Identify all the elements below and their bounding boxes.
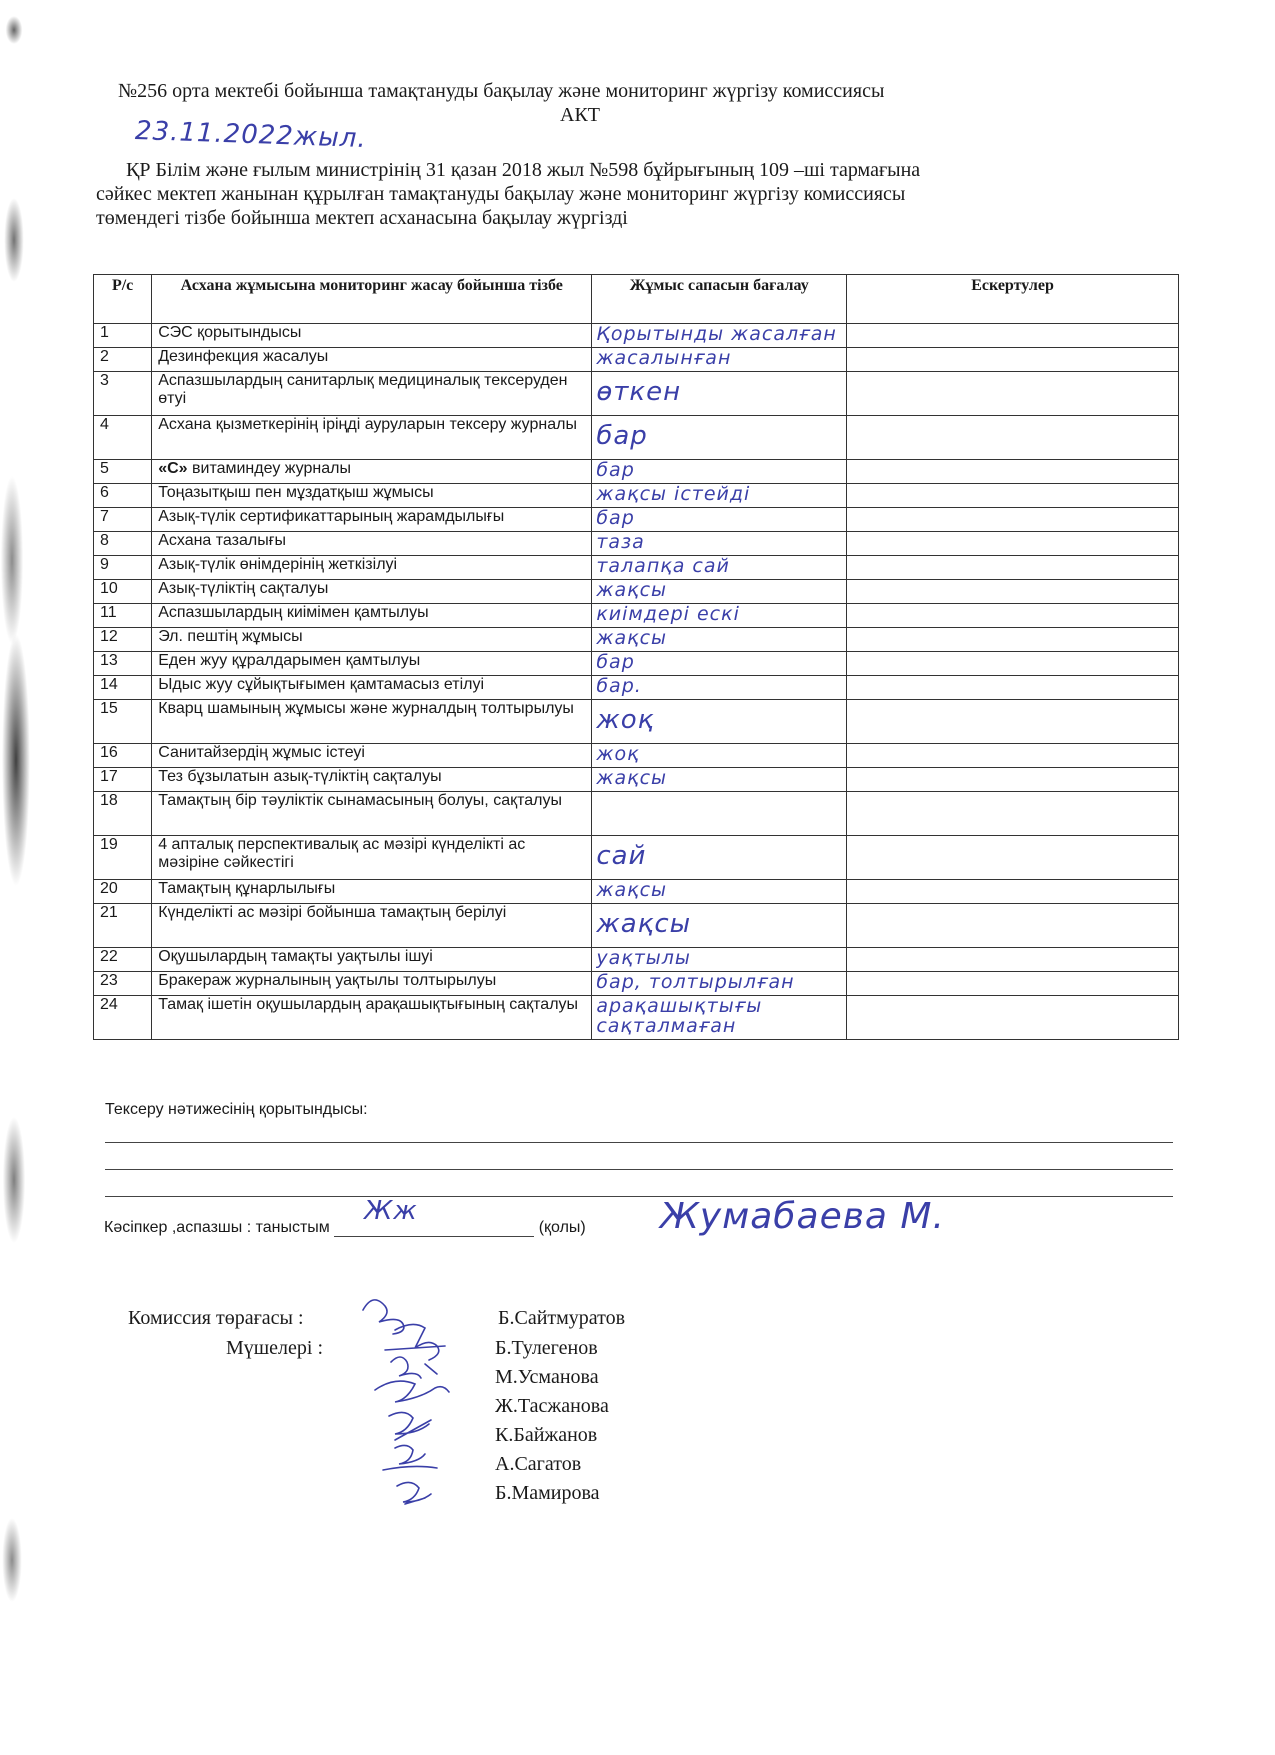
row-criterion: СЭС қорытындысы [152, 324, 592, 348]
table-row [94, 484, 1179, 508]
row-num: 14 [94, 676, 152, 700]
intro-line-1: ҚР Білім және ғылым министрінің 31 қазан 2018 жыл №598 бұйрығының 109 –шi тармағына [126, 159, 921, 181]
row-criterion: Бракераж журналының уақтылы толтырылуы [152, 972, 592, 996]
row-criterion: 4 апталық перспективалық ас мәзірі күнделікті ас мәзіріне сәйкестігі [152, 836, 592, 880]
conclusion-line-3 [105, 1196, 1173, 1197]
handwritten-evaluation: жақсы істейді [596, 484, 751, 504]
member-name: Ж.Тасжанова [495, 1395, 609, 1417]
signature-member-4 [389, 1412, 431, 1440]
row-criterion [152, 460, 592, 484]
row-criterion: Азық-түлік сертификаттарының жарамдылығы [152, 508, 592, 532]
row-evaluation [592, 372, 847, 416]
handwritten-evaluation: уақтылы [596, 948, 691, 968]
row-num: 19 [94, 836, 152, 880]
row-notes [847, 416, 1179, 460]
monitoring-table [93, 274, 1179, 1040]
handwritten-evaluation: жақсы [596, 768, 668, 788]
table-row [94, 904, 1179, 948]
row-evaluation [592, 532, 847, 556]
row-evaluation [592, 652, 847, 676]
table-row [94, 652, 1179, 676]
row-notes [847, 532, 1179, 556]
table-body [94, 324, 1179, 1040]
row-evaluation [592, 580, 847, 604]
row-evaluation [592, 556, 847, 580]
row-notes [847, 628, 1179, 652]
members-label: Мүшелері : [226, 1337, 324, 1359]
intro-paragraph [96, 158, 1176, 230]
row-evaluation [592, 604, 847, 628]
handwritten-evaluation: таза [596, 532, 645, 552]
row-evaluation [592, 324, 847, 348]
row-criterion: Азық-түлік өнімдерінің жеткізілуі [152, 556, 592, 580]
row-criterion: Кварц шамының жұмысы және журналдың толтырылуы [152, 700, 592, 744]
row-num: 6 [94, 484, 152, 508]
table-row [94, 556, 1179, 580]
table-row [94, 604, 1179, 628]
row-num: 1 [94, 324, 152, 348]
row-criterion: Аспазшылардың санитарлық медициналық тексеруден өтуі [152, 372, 592, 416]
member-name: А.Сагатов [495, 1453, 582, 1475]
table-row [94, 580, 1179, 604]
worker-signature-field [334, 1196, 534, 1237]
row-num: 10 [94, 580, 152, 604]
row-evaluation [592, 484, 847, 508]
row-criterion: Ыдыс жуу сұйықтығымен қамтамасыз етілуі [152, 676, 592, 700]
conclusion-line-1 [105, 1142, 1173, 1143]
row-notes [847, 324, 1179, 348]
row-notes [847, 768, 1179, 792]
row-notes [847, 460, 1179, 484]
scan-shadow [0, 0, 42, 1755]
handwritten-evaluation: жақсы [596, 880, 668, 900]
sign-label: (қолы) [538, 1219, 586, 1236]
row-num: 24 [94, 996, 152, 1040]
row-criterion: Дезинфекция жасалуы [152, 348, 592, 372]
row-notes [847, 948, 1179, 972]
member-name: Б.Тулегенов [495, 1337, 598, 1359]
table-row [94, 972, 1179, 996]
table-row [94, 532, 1179, 556]
row-criterion: Асхана тазалығы [152, 532, 592, 556]
row-num: 13 [94, 652, 152, 676]
signature-member-5 [383, 1445, 437, 1470]
handwritten-evaluation: өткен [596, 377, 682, 407]
table-row [94, 996, 1179, 1040]
row-notes [847, 676, 1179, 700]
conclusion-line-2 [105, 1169, 1173, 1170]
row-evaluation [592, 948, 847, 972]
conclusion-label: Тексеру нәтижесінің қорытындысы: [105, 1101, 368, 1118]
row-num: 20 [94, 880, 152, 904]
chair-label: Комиссия төрағасы : [128, 1307, 304, 1329]
row-criterion: Тамақтың құнарлылығы [152, 880, 592, 904]
row-notes [847, 904, 1179, 948]
table-row [94, 948, 1179, 972]
intro-line-3: төмендегі тізбе бойынша мектеп асханасына бақылау жүргізді [96, 207, 628, 229]
table-row [94, 372, 1179, 416]
row-num: 17 [94, 768, 152, 792]
member-name: М.Усманова [495, 1366, 599, 1388]
row-criterion: Асхана қызметкерінің іріңді ауруларын тексеру журналы [152, 416, 592, 460]
row-notes [847, 580, 1179, 604]
member-name: Б.Мамирова [495, 1482, 600, 1504]
document-subtitle: АКТ [560, 104, 600, 126]
worker-signature-mark: Жж [364, 1196, 418, 1226]
handwritten-evaluation: арақашықтығы сақталмаған [596, 996, 763, 1036]
row-criterion: Эл. пештің жұмысы [152, 628, 592, 652]
row-num: 5 [94, 460, 152, 484]
row-criterion: Күнделікті ас мәзірі бойынша тамақтың берілуі [152, 904, 592, 948]
row-notes [847, 508, 1179, 532]
table-row [94, 700, 1179, 744]
worker-acknowledgement [104, 1196, 586, 1237]
table-row [94, 324, 1179, 348]
row-num: 4 [94, 416, 152, 460]
row-evaluation [592, 700, 847, 744]
row-criterion: Аспазшылардың киімімен қамтылуы [152, 604, 592, 628]
handwritten-evaluation: сай [596, 841, 647, 871]
handwritten-evaluation: бар [596, 460, 635, 480]
row-evaluation [592, 676, 847, 700]
header-criterion: Асхана жұмысына мониторинг жасау бойынша тізбе [152, 275, 592, 324]
handwritten-evaluation: жоқ [596, 744, 640, 764]
row-num: 22 [94, 948, 152, 972]
table-row [94, 768, 1179, 792]
intro-line-2: сәйкес мектеп жанынан құрылған тамақтануды бақылау және мониторинг жүргізу комиссиясы [96, 183, 906, 205]
row-num: 16 [94, 744, 152, 768]
member-name: К.Байжанов [495, 1424, 598, 1446]
row-num: 2 [94, 348, 152, 372]
row-notes [847, 652, 1179, 676]
row-notes [847, 372, 1179, 416]
handwritten-evaluation: бар. [596, 676, 642, 696]
row-notes [847, 604, 1179, 628]
row-evaluation [592, 880, 847, 904]
handwritten-evaluation: жақсы [596, 909, 692, 939]
row-num: 21 [94, 904, 152, 948]
handwritten-evaluation: жақсы [596, 628, 668, 648]
vitamin-c-label: «С» [158, 460, 188, 477]
row-criterion: Тез бұзылатын азық-түліктің сақталуы [152, 768, 592, 792]
row-evaluation [592, 460, 847, 484]
commission-signatures [355, 1290, 485, 1520]
row-num: 8 [94, 532, 152, 556]
row-num: 9 [94, 556, 152, 580]
table-row [94, 836, 1179, 880]
row-notes [847, 484, 1179, 508]
row-criterion: Тамақтың бір тәуліктік сынамасының болуы, сақталуы [152, 792, 592, 836]
row-evaluation [592, 416, 847, 460]
row-evaluation [592, 348, 847, 372]
handwritten-date: 23.11.2022жыл. [134, 115, 368, 155]
row-num: 18 [94, 792, 152, 836]
row-criterion: Тамақ ішетін оқушылардың арақашықтығының сақталуы [152, 996, 592, 1040]
table-row [94, 416, 1179, 460]
table-row [94, 348, 1179, 372]
row-num: 7 [94, 508, 152, 532]
row-notes [847, 996, 1179, 1040]
row-criterion: Азық-түліктің сақталуы [152, 580, 592, 604]
handwritten-evaluation: киімдері ескі [596, 604, 740, 624]
member-name: Б.Сайтмуратов [498, 1307, 626, 1329]
handwritten-evaluation: бар [596, 652, 635, 672]
row-num: 11 [94, 604, 152, 628]
row-evaluation [592, 744, 847, 768]
row-criterion: Тоңазытқыш пен мұздатқыш жұмысы [152, 484, 592, 508]
row-notes [847, 972, 1179, 996]
row-criterion: Санитайзердің жұмыс істеуі [152, 744, 592, 768]
table-row [94, 744, 1179, 768]
row-notes [847, 836, 1179, 880]
row-num: 3 [94, 372, 152, 416]
row-num: 23 [94, 972, 152, 996]
row-evaluation [592, 904, 847, 948]
table-row [94, 880, 1179, 904]
row-notes [847, 792, 1179, 836]
table-row [94, 460, 1179, 484]
table-header-row [94, 275, 1179, 324]
handwritten-evaluation: бар, толтырылған [596, 972, 795, 992]
row-notes [847, 556, 1179, 580]
worker-label: Кәсіпкер ,аспазшы : таныстым [104, 1219, 330, 1236]
signature-member-6 [397, 1482, 431, 1504]
row-notes [847, 700, 1179, 744]
row-criterion: Оқушылардың тамақты уақтылы ішуі [152, 948, 592, 972]
table-row [94, 676, 1179, 700]
row-evaluation [592, 996, 847, 1040]
row-notes [847, 880, 1179, 904]
row-evaluation [592, 836, 847, 880]
row-notes [847, 348, 1179, 372]
document-title: №256 орта мектебі бойынша тамақтануды бақылау және мониторинг жүргізу комиссиясы [118, 80, 885, 102]
signature-member-3 [375, 1381, 449, 1402]
row-num: 15 [94, 700, 152, 744]
handwritten-evaluation: жоқ [596, 705, 655, 735]
table-row [94, 508, 1179, 532]
handwritten-evaluation: бар [596, 508, 635, 528]
handwritten-evaluation: бар [596, 421, 648, 451]
row-criterion-text: витаминдеу журналы [187, 460, 351, 477]
row-criterion: Еден жуу құралдарымен қамтылуы [152, 652, 592, 676]
table-row [94, 792, 1179, 836]
handwritten-evaluation: Қорытынды жасалған [596, 324, 837, 344]
row-num: 12 [94, 628, 152, 652]
row-notes [847, 744, 1179, 768]
worker-signature-name: Жумабаева М. [660, 1196, 945, 1237]
row-evaluation [592, 768, 847, 792]
row-evaluation [592, 628, 847, 652]
row-evaluation [592, 792, 847, 836]
signature-member-1 [385, 1324, 445, 1360]
header-notes: Ескертулер [847, 275, 1179, 324]
handwritten-evaluation: жақсы [596, 580, 668, 600]
handwritten-evaluation: талапқа сай [596, 556, 730, 576]
row-evaluation [592, 972, 847, 996]
handwritten-evaluation: жасалынған [596, 348, 732, 368]
row-evaluation [592, 508, 847, 532]
header-evaluation: Жұмыс сапасын бағалау [592, 275, 847, 324]
table-row [94, 628, 1179, 652]
header-num: Р/с [94, 275, 152, 324]
